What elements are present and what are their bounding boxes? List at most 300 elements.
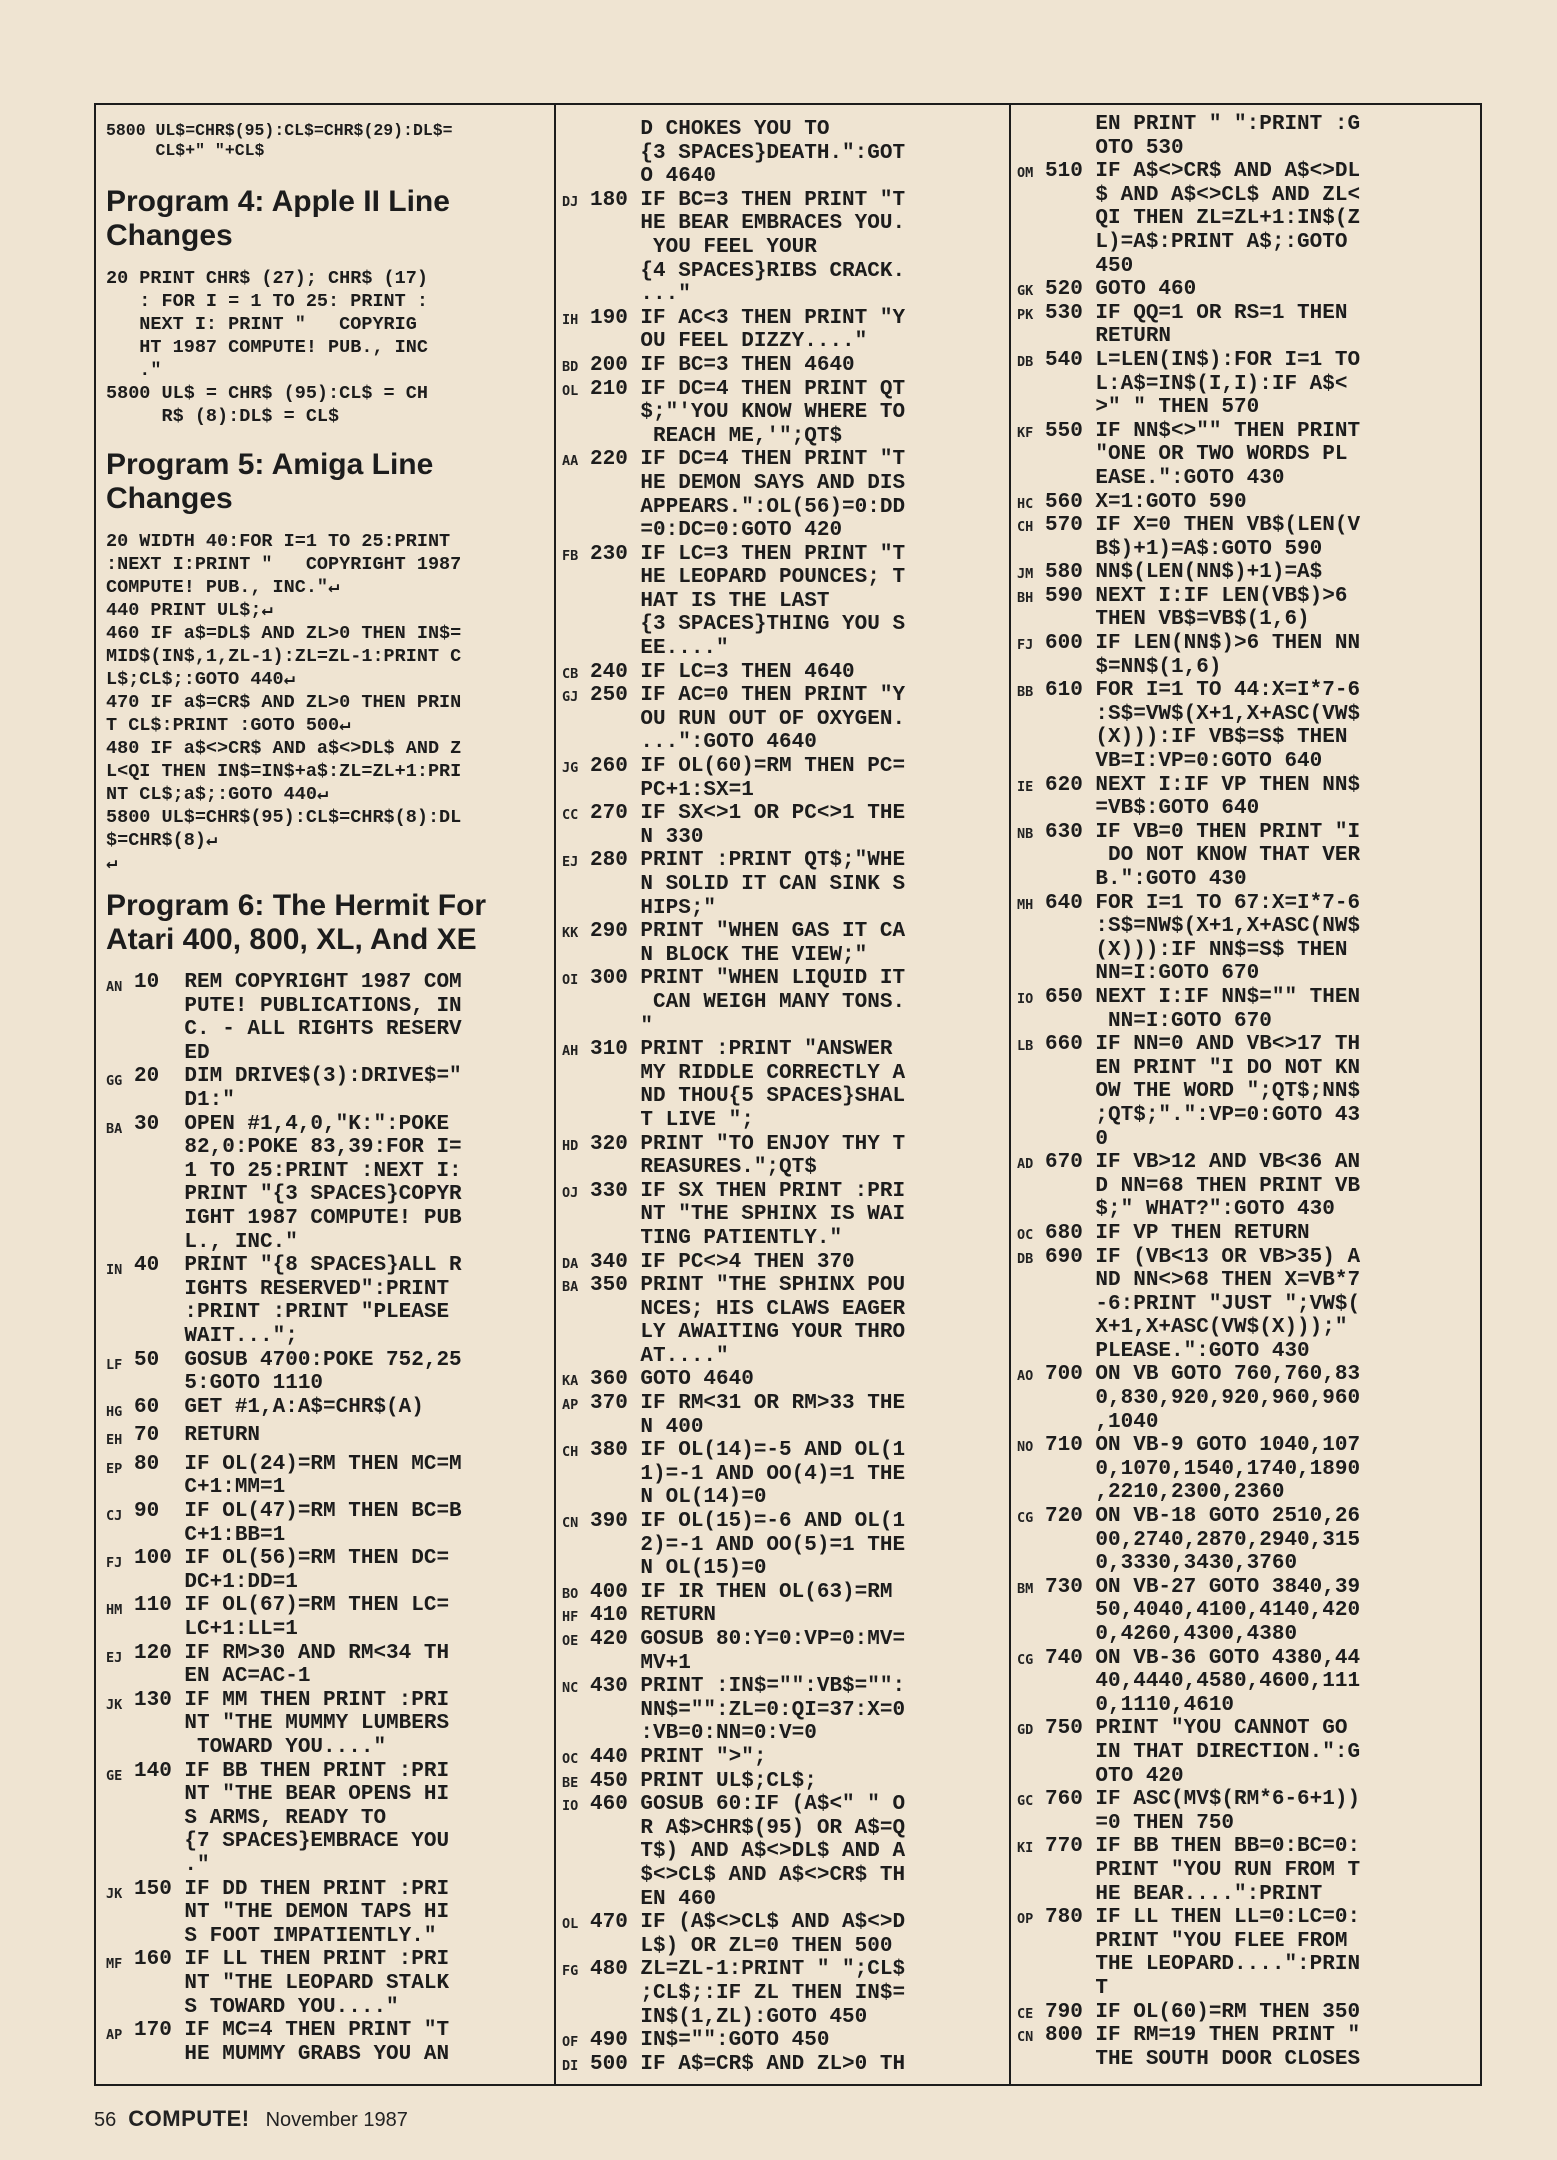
code-text (590, 967, 1006, 1038)
listing-line (1017, 821, 1479, 892)
code-line: 770 IF BB THEN BB=0:BC=0: (1045, 1835, 1361, 1859)
code-text (134, 1594, 552, 1641)
code-line: C+1:BB=1 (134, 1523, 286, 1547)
code-text (134, 971, 552, 1065)
code-line: ." (134, 1853, 210, 1877)
code-line: 780 IF LL THEN LL=0:LC=0: (1045, 1906, 1361, 1930)
code-line: 5:GOTO 1110 (134, 1372, 324, 1396)
code-line: EASE.":GOTO 430 (1045, 466, 1285, 490)
code-line: T (1045, 1976, 1109, 2000)
checksum-code: CH (1017, 519, 1034, 536)
code-line: 20 PRINT CHR$ (27); CHR$ (17) (106, 268, 428, 289)
column-divider (1009, 105, 1011, 2084)
code-line: ED (134, 1041, 210, 1065)
listing-line (106, 1642, 552, 1689)
listing-line (562, 1180, 1006, 1251)
code-text (1045, 514, 1479, 561)
listing-line (1017, 1246, 1479, 1364)
code-line: HE LEOPARD POUNCES; T (590, 566, 906, 590)
code-line: N 330 (590, 825, 704, 849)
code-line: S FOOT IMPATIENTLY." (134, 1924, 437, 1948)
code-line: 260 IF OL(60)=RM THEN PC= (590, 755, 906, 779)
code-text (590, 1251, 1006, 1275)
listing-line (106, 1547, 552, 1594)
code-line: :S$=NW$(X+1,X+ASC(NW$ (1045, 915, 1361, 939)
code-text (590, 802, 1006, 849)
code-line: N OL(15)=0 (590, 1557, 767, 1581)
code-line: RETURN (1045, 325, 1172, 349)
code-text (1045, 1434, 1479, 1505)
code-line: 440 PRINT UL$;↵ (106, 600, 273, 621)
code-line: 0 (1045, 1127, 1109, 1151)
code-text (590, 1368, 1006, 1392)
listing-fragment (106, 121, 552, 161)
listing-line (106, 1500, 552, 1547)
listing-line (106, 1689, 552, 1760)
column-3 (1017, 105, 1479, 2084)
program-4-listing (106, 267, 552, 428)
magazine-name: COMPUTE! (128, 2106, 250, 2131)
code-text (590, 1133, 1006, 1180)
code-text (1045, 1505, 1479, 1576)
code-line: ND THOU{5 SPACES}SHAL (590, 1085, 906, 1109)
listing-line (1017, 349, 1479, 420)
code-line: {3 SPACES}DEATH.":GOT (590, 141, 906, 165)
checksum-code: NO (1017, 1439, 1034, 1456)
code-text (1045, 1033, 1479, 1151)
listing-line (562, 1675, 1006, 1746)
code-text (1045, 986, 1479, 1033)
listing-line (1017, 679, 1479, 773)
listing-line (1017, 986, 1479, 1033)
code-text (134, 1760, 552, 1878)
code-line: L<QI THEN IN$=IN$+a$:ZL=ZL+1:PRI (106, 761, 462, 782)
code-text (1045, 1647, 1479, 1718)
code-line: 450 PRINT UL$;CL$; (590, 1769, 817, 1793)
code-line: LC+1:LL=1 (134, 1618, 298, 1642)
listing-line (106, 1760, 552, 1878)
checksum-code: OF (562, 2034, 579, 2051)
page-number: 56 (94, 2109, 117, 2131)
code-line: 670 IF VB>12 AND VB<36 AN (1045, 1151, 1361, 1175)
checksum-code: HD (562, 1137, 579, 1154)
code-line: 40 PRINT "{8 SPACES}ALL R (134, 1254, 462, 1278)
code-line: 5800 UL$ = CHR$ (95):CL$ = CH (106, 383, 428, 404)
code-line: ,1040 (1045, 1410, 1159, 1434)
code-line: 140 IF BB THEN PRINT :PRI (134, 1759, 450, 1783)
code-line: 290 PRINT "WHEN GAS IT CA (590, 920, 906, 944)
program-5-listing (106, 530, 552, 875)
code-line: :VB=0:NN=0:V=0 (590, 1722, 817, 1746)
code-text (1045, 1717, 1479, 1788)
code-line: WAIT..."; (134, 1324, 298, 1348)
listing-line (562, 543, 1006, 661)
checksum-code: CB (562, 665, 579, 682)
checksum-code: EP (106, 1460, 123, 1477)
code-line: {3 SPACES}THING YOU S (590, 613, 906, 637)
code-line: " (590, 1014, 654, 1038)
code-text (590, 1274, 1006, 1368)
code-line: 50,4040,4100,4140,420 (1045, 1599, 1361, 1623)
code-line: YOU FEEL YOUR (590, 235, 817, 259)
code-line: IN$(1,ZL):GOTO 450 (590, 2005, 868, 2029)
code-line: S TOWARD YOU...." (134, 1995, 399, 2019)
listing-line (562, 967, 1006, 1038)
code-line: 460 IF a$=DL$ AND ZL>0 THEN IN$= (106, 623, 462, 644)
checksum-code: OL (562, 1916, 579, 1933)
code-text (1045, 1835, 1479, 1906)
code-line: 470 IF (A$<>CL$ AND A$<>D (590, 1911, 906, 1935)
code-line: $<>CL$ AND A$<>CR$ TH (590, 1863, 906, 1887)
code-line: 620 NEXT I:IF VP THEN NN$ (1045, 773, 1361, 797)
code-line: NN$="":ZL=0:QI=37:X=0 (590, 1698, 906, 1722)
code-line: 10 REM COPYRIGHT 1987 COM (134, 971, 462, 994)
listing-line (1017, 160, 1479, 278)
program-6-heading: Program 6: The Hermit For Atari 400, 800, XL, And XE (106, 889, 487, 956)
code-line: ..." (590, 283, 691, 307)
code-text (590, 1581, 1006, 1605)
code-line: HAT IS THE LAST (590, 589, 830, 613)
code-line: L$;CL$;:GOTO 440↵ (106, 669, 295, 690)
code-text (134, 1349, 552, 1396)
checksum-code: OE (562, 1633, 579, 1649)
code-text (1045, 160, 1479, 278)
code-line: {4 SPACES}RIBS CRACK. (590, 259, 906, 283)
code-text (1045, 491, 1479, 515)
checksum-code: OC (562, 1750, 579, 1767)
listing-line (106, 971, 552, 1065)
code-line: L)=A$:PRINT A$;:GOTO (1045, 230, 1348, 254)
code-text (1045, 892, 1479, 986)
code-line: 160 IF LL THEN PRINT :PRI (134, 1948, 450, 1972)
code-line: QI THEN ZL=ZL+1:IN$(Z (1045, 207, 1361, 231)
checksum-code: JK (106, 1885, 123, 1902)
checksum-code: AO (1017, 1368, 1034, 1385)
checksum-code: AP (562, 1397, 579, 1414)
code-line: LY AWAITING YOUR THRO (590, 1321, 906, 1345)
code-text (590, 118, 1006, 189)
code-line: NT "THE LEOPARD STALK (134, 1971, 450, 1995)
checksum-code: BO (562, 1585, 579, 1602)
code-text (590, 1675, 1006, 1746)
checksum-code: JM (1017, 566, 1034, 583)
code-line: NEXT I: PRINT " COPYRIG (106, 314, 417, 335)
code-line: D CHOKES YOU TO (590, 118, 830, 141)
code-line: ." (106, 360, 162, 381)
program-5-heading: Program 5: Amiga Line Changes (106, 448, 434, 515)
listing-line (562, 1439, 1006, 1510)
code-line: D NN=68 THEN PRINT VB (1045, 1174, 1361, 1198)
code-text (1045, 821, 1479, 892)
code-line: 330 IF SX THEN PRINT :PRI (590, 1179, 906, 1203)
code-line: NN=I:GOTO 670 (1045, 1009, 1272, 1033)
code-text (134, 1113, 552, 1255)
checksum-code: AH (562, 1043, 579, 1060)
checksum-code: OC (1017, 1226, 1034, 1243)
code-line: 510 IF A$<>CR$ AND A$<>DL (1045, 160, 1361, 184)
code-line: 590 NEXT I:IF LEN(VB$)>6 (1045, 584, 1348, 608)
code-line: 610 FOR I=1 TO 44:X=I*7-6 (1045, 679, 1361, 703)
code-line: =0:DC=0:GOTO 420 (590, 519, 843, 543)
checksum-code: IH (562, 311, 579, 328)
code-line: 180 IF BC=3 THEN PRINT "T (590, 188, 906, 212)
code-text (1045, 1576, 1479, 1647)
code-text (1045, 2024, 1479, 2071)
code-line: ...":GOTO 4640 (590, 731, 817, 755)
listing-line (1017, 491, 1479, 515)
code-line: 570 IF X=0 THEN VB$(LEN(V (1045, 514, 1361, 538)
checksum-code: GK (1017, 283, 1034, 300)
listing-line (1017, 1576, 1479, 1647)
code-text (134, 1500, 552, 1547)
code-line: 82,0:POKE 83,39:FOR I= (134, 1136, 462, 1160)
code-line: 120 IF RM>30 AND RM<34 TH (134, 1641, 450, 1665)
listing-line (1017, 774, 1479, 821)
code-text (1045, 2001, 1479, 2025)
checksum-code: AP (106, 2027, 123, 2044)
listing-line (562, 1368, 1006, 1392)
code-line: 380 IF OL(14)=-5 AND OL(1 (590, 1439, 906, 1463)
code-line: 640 FOR I=1 TO 67:X=I*7-6 (1045, 891, 1361, 915)
code-line: 500 IF A$=CR$ AND ZL>0 TH (590, 2052, 906, 2076)
code-line: 660 IF NN=0 AND VB<>17 TH (1045, 1033, 1361, 1057)
code-text (590, 849, 1006, 920)
code-line: AT...." (590, 1344, 729, 1368)
code-line: 1 TO 25:PRINT :NEXT I: (134, 1159, 462, 1183)
code-line: PC+1:SX=1 (590, 778, 754, 802)
listing-line (1017, 1906, 1479, 2000)
code-line: ↵ (106, 853, 118, 874)
code-text (134, 1396, 552, 1425)
code-line: 520 GOTO 460 (1045, 278, 1197, 302)
code-text (590, 1038, 1006, 1132)
code-line: 480 ZL=ZL-1:PRINT " ";CL$ (590, 1958, 906, 1982)
listing-line (1017, 892, 1479, 986)
code-line: : FOR I = 1 TO 25: PRINT : (106, 291, 428, 312)
listing-line (562, 1274, 1006, 1368)
listing-line (562, 1604, 1006, 1628)
code-text (590, 1180, 1006, 1251)
code-line: EN PRINT " ":PRINT :G (1045, 113, 1361, 136)
code-line: THE LEOPARD....":PRIN (1045, 1953, 1361, 1977)
code-line: (X))):IF NN$=S$ THEN (1045, 938, 1348, 962)
code-text (590, 1958, 1006, 2029)
code-text (590, 920, 1006, 967)
listing-line (562, 1746, 1006, 1770)
code-line: NT CL$;a$;:GOTO 440↵ (106, 784, 329, 805)
checksum-code: NC (562, 1680, 579, 1697)
checksum-code: OM (1017, 165, 1034, 182)
code-line: ;QT$;".":VP=0:GOTO 43 (1045, 1103, 1361, 1127)
checksum-code: KK (562, 925, 579, 942)
checksum-code: DB (1017, 1250, 1034, 1267)
code-line: 1)=-1 AND OO(4)=1 THE (590, 1462, 906, 1486)
code-line: 490 IN$="":GOTO 450 (590, 2029, 830, 2053)
checksum-code: BM (1017, 1580, 1034, 1597)
checksum-code: FG (562, 1963, 579, 1980)
program-5-section (106, 448, 552, 875)
checksum-code: GG (106, 1073, 123, 1090)
code-line: =0 THEN 750 (1045, 1811, 1235, 1835)
code-line: ND NN<>68 THEN X=VB*7 (1045, 1269, 1361, 1293)
checksum-code: GE (106, 1767, 123, 1784)
code-line: 740 ON VB-36 GOTO 4380,44 (1045, 1646, 1361, 1670)
checksum-code: HF (562, 1609, 579, 1626)
code-line: $;" WHAT?":GOTO 430 (1045, 1198, 1335, 1222)
listing-line (106, 1113, 552, 1255)
listing-line (562, 448, 1006, 542)
checksum-code: IN (106, 1262, 123, 1279)
checksum-code: MF (106, 1956, 123, 1973)
code-line: 30 OPEN #1,4,0,"K:":POKE (134, 1112, 450, 1136)
code-line: HIPS;" (590, 896, 717, 920)
code-text (1045, 1151, 1479, 1222)
code-line: HE BEAR....":PRINT (1045, 1882, 1323, 1906)
code-text (1045, 278, 1479, 302)
column-divider (554, 105, 556, 2084)
code-line: THE SOUTH DOOR CLOSES (1045, 2047, 1361, 2071)
code-line: 5800 UL$=CHR$(95):CL$=CHR$(8):DL (106, 807, 462, 828)
listing-line (106, 1254, 552, 1348)
code-line: 210 IF DC=4 THEN PRINT QT (590, 377, 906, 401)
code-line: $=CHR$(8)↵ (106, 830, 218, 851)
code-text (590, 1911, 1006, 1958)
listing-line (1017, 585, 1479, 632)
code-line: MID$(IN$,1,ZL-1):ZL=ZL-1:PRINT C (106, 646, 462, 667)
code-line: 190 IF AC<3 THEN PRINT "Y (590, 306, 906, 330)
checksum-code: CG (1017, 1510, 1034, 1527)
code-text (134, 1689, 552, 1760)
code-line: VB=I:VP=0:GOTO 640 (1045, 750, 1323, 774)
listing-line (562, 2053, 1006, 2077)
code-line: N SOLID IT CAN SINK S (590, 873, 906, 896)
listing-line (562, 307, 1006, 354)
listing-line (562, 1251, 1006, 1275)
checksum-code: JG (562, 760, 579, 777)
code-text (1045, 420, 1479, 491)
listing-line (562, 1793, 1006, 1911)
listing-line (1017, 1647, 1479, 1718)
code-line: HT 1987 COMPUTE! PUB., INC (106, 337, 428, 358)
checksum-code: CH (562, 1444, 579, 1461)
listing-line (562, 920, 1006, 967)
code-text (590, 1392, 1006, 1439)
listing-line (562, 1911, 1006, 1958)
code-line: IN THAT DIRECTION.":G (1045, 1740, 1361, 1764)
code-text (590, 1770, 1006, 1794)
listing-line (562, 189, 1006, 307)
code-line: 540 L=LEN(IN$):FOR I=1 TO (1045, 348, 1361, 372)
code-line: HE MUMMY GRABS YOU AN (134, 2042, 450, 2066)
code-line: EN PRINT "I DO NOT KN (1045, 1056, 1361, 1080)
listing-line (1017, 1033, 1479, 1151)
code-line: TOWARD YOU...." (134, 1736, 387, 1759)
code-line: PUTE! PUBLICATIONS, IN (134, 994, 462, 1018)
code-line: IGHT 1987 COMPUTE! PUB (134, 1206, 462, 1230)
listing-line (1017, 1434, 1479, 1505)
code-line: PRINT "YOU FLEE FROM (1045, 1929, 1348, 1953)
checksum-code: JK (106, 1696, 123, 1713)
code-line: 80 IF OL(24)=RM THEN MC=M (134, 1452, 462, 1476)
code-text (590, 307, 1006, 354)
program-6-listing (106, 971, 552, 2066)
code-line: HE BEAR EMBRACES YOU. (590, 212, 906, 236)
listing-line (1017, 561, 1479, 585)
code-text (1045, 349, 1479, 420)
code-line: 20 DIM DRIVE$(3):DRIVE$=" (134, 1065, 462, 1089)
code-line: 310 PRINT :PRINT "ANSWER (590, 1038, 893, 1062)
code-line: 0,1070,1540,1740,1890 (1045, 1457, 1361, 1481)
checksum-code: CC (562, 807, 579, 824)
code-text (590, 1439, 1006, 1510)
code-line: 750 PRINT "YOU CANNOT GO (1045, 1717, 1348, 1741)
checksum-code: NB (1017, 825, 1034, 842)
checksum-code: MH (1017, 896, 1034, 913)
code-text (1045, 113, 1479, 160)
code-line: L$) OR ZL=0 THEN 500 (590, 1934, 893, 1958)
listing-line (106, 1065, 552, 1112)
code-line: 280 PRINT :PRINT QT$;"WHE (590, 849, 906, 873)
code-line: EE...." (590, 637, 729, 661)
code-text (134, 2019, 552, 2066)
listing-line (562, 1392, 1006, 1439)
code-line: R$ (8):DL$ = CL$ (106, 406, 340, 427)
code-line: N BLOCK THE VIEW;" (590, 943, 868, 967)
code-line: 170 IF MC=4 THEN PRINT "T (134, 2019, 450, 2043)
code-text (1045, 774, 1479, 821)
code-line: 450 (1045, 254, 1134, 278)
checksum-code: BB (1017, 684, 1034, 701)
checksum-code: KI (1017, 1840, 1034, 1857)
checksum-code: LF (106, 1356, 123, 1373)
code-line: 480 IF a$<>CR$ AND a$<>DL$ AND Z (106, 738, 462, 759)
checksum-code: HM (106, 1602, 123, 1619)
code-line: N OL(14)=0 (590, 1486, 767, 1510)
listing-line (106, 1878, 552, 1949)
listing-line (1017, 302, 1479, 349)
checksum-code: CN (1017, 2029, 1034, 2046)
code-line: 40,4440,4580,4600,111 (1045, 1670, 1361, 1694)
code-line: 410 RETURN (590, 1604, 717, 1628)
code-text (1045, 632, 1479, 679)
code-line: :S$=VW$(X+1,X+ASC(VW$ (1045, 702, 1361, 726)
code-text (590, 684, 1006, 755)
code-line: 0,1110,4610 (1045, 1693, 1235, 1717)
code-line: NCES; HIS CLAWS EAGER (590, 1297, 906, 1321)
code-line: 50 GOSUB 4700:POKE 752,25 (134, 1348, 462, 1372)
code-text (1045, 1246, 1479, 1364)
checksum-code: GC (1017, 1793, 1034, 1810)
code-text (134, 1254, 552, 1348)
code-line: PLEASE.":GOTO 430 (1045, 1339, 1310, 1363)
checksum-code: CG (1017, 1651, 1034, 1668)
code-line: B.":GOTO 430 (1045, 868, 1247, 891)
listing-line (1017, 420, 1479, 491)
code-line: IGHTS RESERVED":PRINT (134, 1277, 450, 1301)
listing-line (1017, 632, 1479, 679)
checksum-code: AD (1017, 1156, 1034, 1173)
code-line: N 400 (590, 1415, 704, 1439)
code-line: NT "THE MUMMY LUMBERS (134, 1712, 450, 1736)
listing-line (562, 2029, 1006, 2053)
listing-line (1017, 2024, 1479, 2071)
code-text (590, 448, 1006, 542)
listing-line (562, 802, 1006, 849)
code-line: 0,3330,3430,3760 (1045, 1552, 1298, 1576)
checksum-code: HC (1017, 495, 1034, 512)
checksum-code (1017, 113, 1045, 160)
code-line: CAN WEIGH MANY TONS. (590, 990, 906, 1014)
